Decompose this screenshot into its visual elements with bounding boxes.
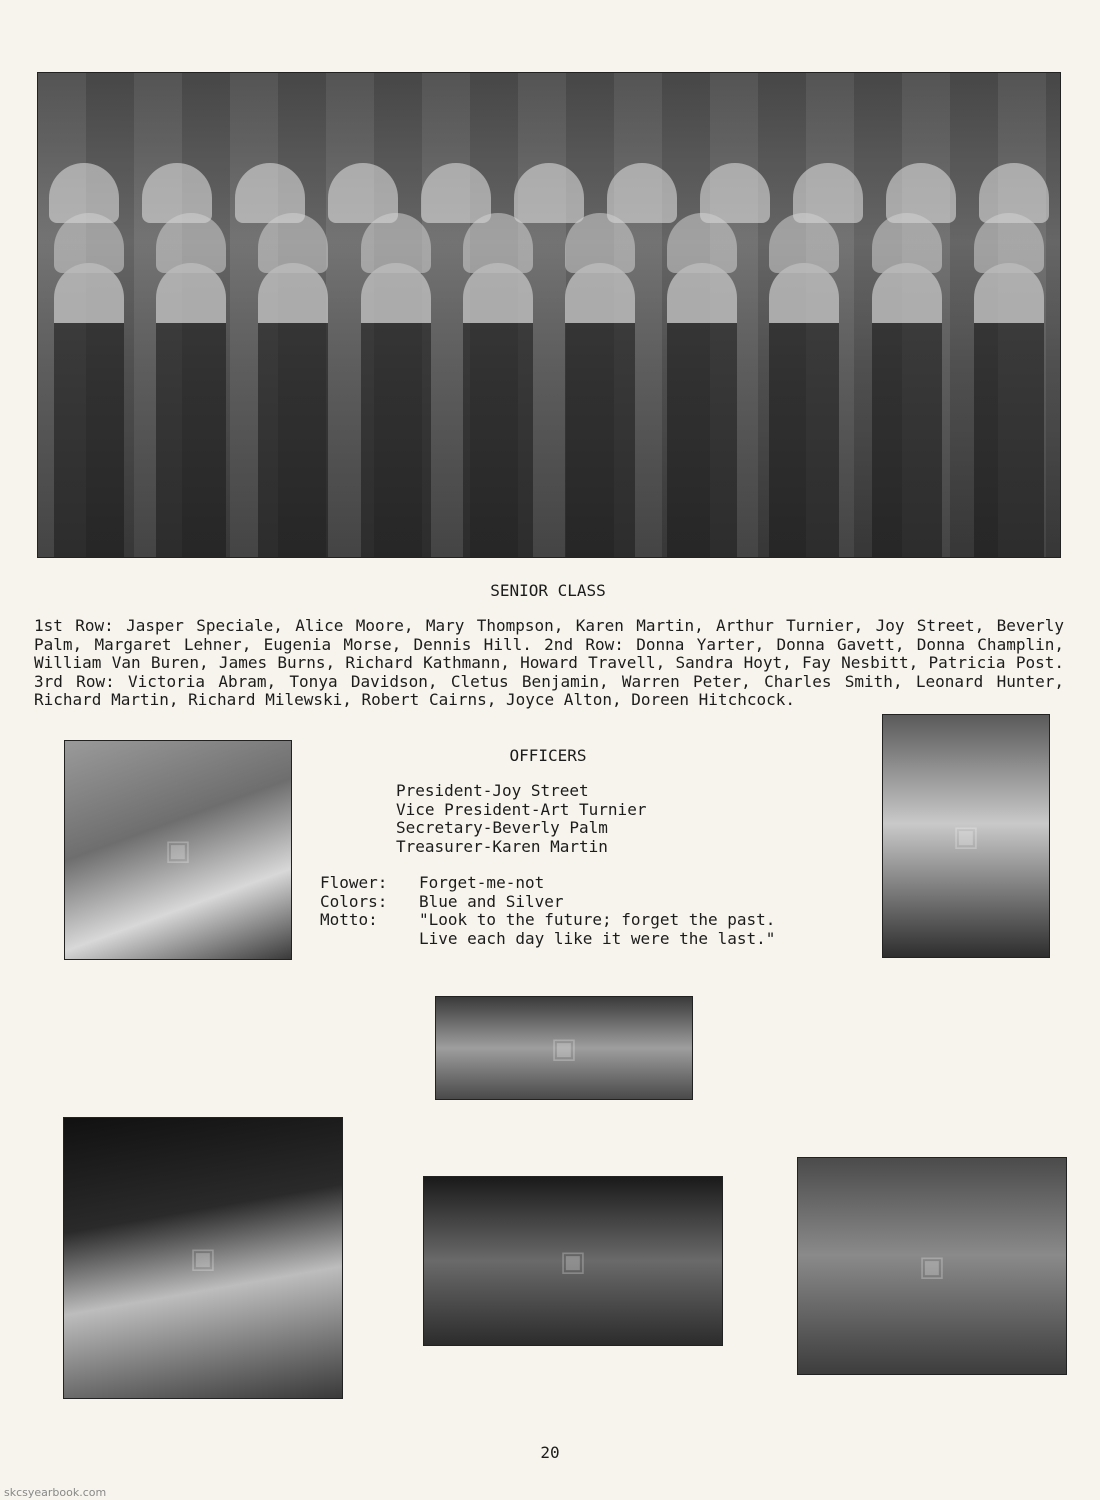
- senior-class-heading: SENIOR CLASS: [490, 581, 606, 600]
- image-icon: ▣: [189, 1241, 217, 1275]
- candid-photo-group-lounging: [423, 1176, 723, 1346]
- motto-line-2: Live each day like it were the last.": [419, 928, 776, 948]
- flower-value: Forget-me-not: [419, 873, 545, 892]
- image-icon: ▣: [550, 1031, 578, 1065]
- flower-label: Flower:: [320, 873, 388, 892]
- image-icon: ▣: [559, 1244, 587, 1278]
- image-icon: ▣: [164, 833, 192, 867]
- officers-heading: OFFICERS: [509, 746, 587, 765]
- officer-president: President-Joy Street: [396, 781, 589, 800]
- class-group-photo: [37, 72, 1061, 558]
- candid-photo-children-outdoors: [797, 1157, 1067, 1375]
- officer-treasurer: Treasurer-Karen Martin: [396, 836, 608, 856]
- photo-front-row: [38, 263, 1060, 558]
- candid-photo-kitchen: [64, 740, 292, 960]
- page-number: 20: [540, 1443, 560, 1462]
- candid-photo-couch: [435, 996, 693, 1100]
- motto-label: Motto:: [320, 910, 378, 929]
- candid-photo-girl-with-drawing: [882, 714, 1050, 958]
- image-icon: ▣: [952, 819, 980, 853]
- motto-line-1: "Look to the future; forget the past.: [419, 910, 776, 929]
- colors-value: Blue and Silver: [419, 891, 564, 911]
- site-watermark: skcsyearbook.com: [4, 1486, 107, 1499]
- motto-value: [419, 911, 775, 948]
- candid-photo-drinking: [63, 1117, 343, 1399]
- colors-label: Colors:: [320, 891, 388, 911]
- image-icon: ▣: [918, 1249, 946, 1283]
- officer-vice-president: Vice President-Art Turnier: [396, 799, 647, 819]
- class-info-table: [320, 874, 775, 948]
- class-roster-caption: 1st Row: Jasper Speciale, Alice Moore, Mary Thompson, Karen Martin, Arthur Turnier, Joy Street, Beverly Palm, Margaret Lehner, Eugenia Morse, Dennis Hill. 2nd Row: Donna Yarter, Donna Gavett, Donna Champlin, William Van Buren, James Burns, Richard Kathmann, Howard Travell, Sandra Hoyt, Fay Nesbitt, Patricia Post. 3rd Row: Victoria Abram, Tonya Davidson, Cletus Benjamin, Warren Peter, Charles Smith, Leonard Hunter, Richard Martin, Richard Milewski, Robert Cairns, Joyce Alton, Doreen Hitchcock.: [34, 616, 1064, 709]
- officers-list: [396, 782, 646, 856]
- officer-secretary: Secretary-Beverly Palm: [396, 818, 608, 837]
